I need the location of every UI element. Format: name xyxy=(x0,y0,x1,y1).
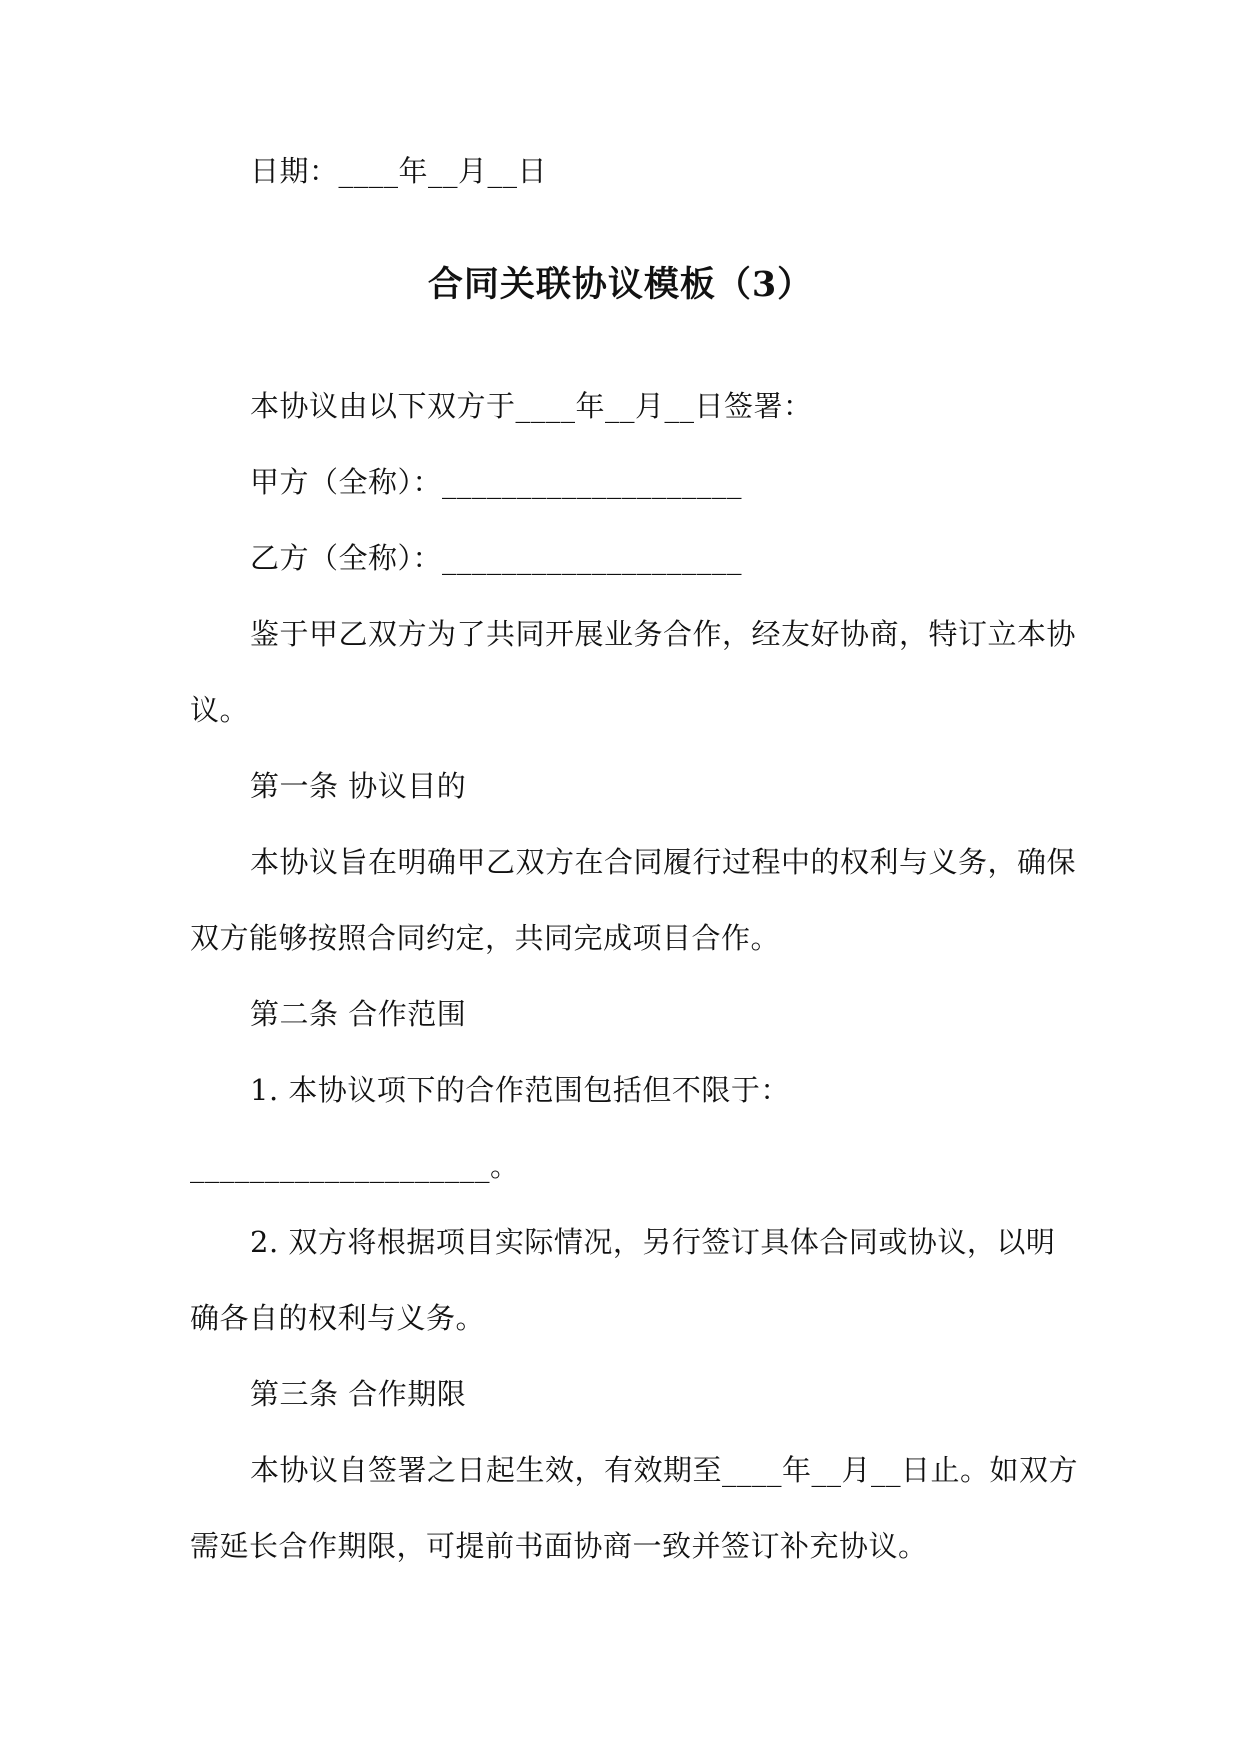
article-3-heading: 第三条 合作期限 xyxy=(250,1377,467,1411)
party-b-line: 乙方（全称）：____________________ xyxy=(250,541,743,575)
preamble-paragraph-line-1: 鉴于甲乙双方为了共同开展业务合作，经友好协商，特订立本协 xyxy=(250,617,1077,651)
article-2-item-1-line-1: 1. 本协议项下的合作范围包括但不限于： xyxy=(250,1073,790,1107)
article-1-paragraph-line-2: 双方能够按照合同约定，共同完成项目合作。 xyxy=(190,921,781,955)
article-2-item-2-line-1: 2. 双方将根据项目实际情况，另行签订具体合同或协议，以明 xyxy=(250,1225,1056,1259)
article-3-paragraph-line-1: 本协议自签署之日起生效，有效期至____年__月__日止。如双方 xyxy=(250,1453,1079,1487)
preamble-paragraph-line-2: 议。 xyxy=(190,693,250,727)
article-3-paragraph-line-2: 需延长合作期限，可提前书面协商一致并签订补充协议。 xyxy=(190,1529,928,1563)
article-2-item-1-line-2: ____________________。 xyxy=(190,1149,520,1183)
signing-date-line: 本协议由以下双方于____年__月__日签署： xyxy=(250,389,813,423)
article-1-paragraph-line-1: 本协议旨在明确甲乙双方在合同履行过程中的权利与义务，确保 xyxy=(250,845,1077,879)
article-1-heading: 第一条 协议目的 xyxy=(250,769,467,803)
article-2-item-2-line-2: 确各自的权利与义务。 xyxy=(190,1301,486,1335)
document-title: 合同关联协议模板（3） xyxy=(427,264,814,305)
date-line: 日期：____年__月__日 xyxy=(250,154,548,188)
party-a-line: 甲方（全称）：____________________ xyxy=(250,465,743,499)
article-2-heading: 第二条 合作范围 xyxy=(250,997,467,1031)
